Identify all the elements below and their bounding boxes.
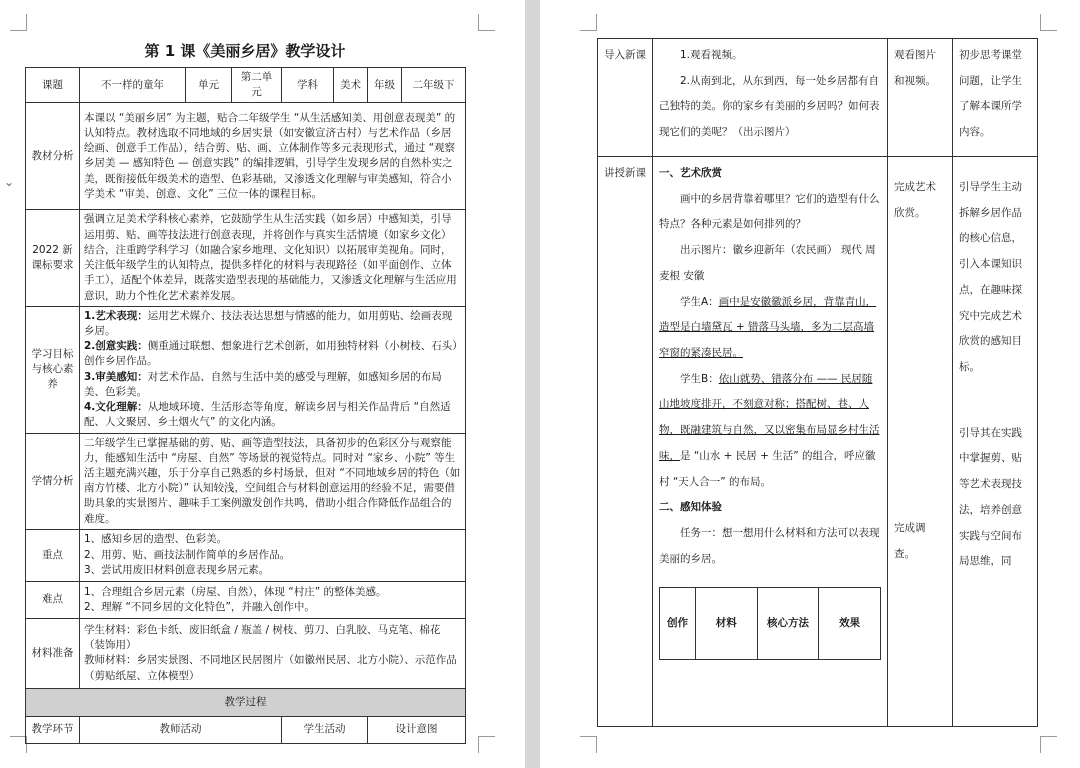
objective-item: 4.文化理解：从地域环境、生活形态等角度，解读乡居与相关作品背后 “自然适配、人文聚居、乡土烟火气” 的文化内涵。: [84, 401, 451, 429]
page-gap: [525, 0, 540, 768]
row-label: 2022 新课标要求: [26, 210, 80, 306]
student-activity: 观看图片和视频。: [888, 39, 953, 157]
design-intent: 初步思考课堂问题，让学生了解本课所学内容。: [953, 39, 1038, 157]
lesson-plan-table: [25, 67, 466, 744]
row-text: 本课以 “美丽乡居” 为主题，贴合二年级学生 “从生活感知美、用创意表现美” 的认知特点。教材选取不同地域的乡居实景（如安徽宣济古村）与艺术作品（乡居绘画、创意手工作品），结合剪、贴、画、立体制作等多元表现形式，通过 “观察乡居美 — 感知特色 — 创意实践” 的编排逻辑，引导学生发现乡居的自然朴实之美，既衔接低年级美术的造型、色彩基础，又渗透文化理解与审美感知，符合小学美术 “审美、创意、文化” 三位一体的课程目标。: [80, 103, 466, 210]
row-label: 重点: [26, 529, 80, 581]
row-label: 材料准备: [26, 618, 80, 688]
table-row: [26, 306, 466, 433]
collapse-chevron-icon[interactable]: ⌄: [3, 175, 15, 189]
col-header: 设计意图: [368, 716, 466, 743]
document-page-2: [540, 0, 1080, 768]
crop-mark: [478, 736, 495, 753]
info-value: 第二单元: [232, 68, 282, 103]
objective-item: 1.艺术表现：运用艺术媒介、技法表达思想与情感的能力，如用剪贴、绘画表现乡居。: [84, 309, 453, 337]
table-row: [26, 210, 466, 306]
task-col-header: 核心方法: [757, 587, 819, 659]
row-lines: 1、感知乡居的造型、色彩美。 2、用剪、贴、画技法制作简单的乡居作品。 3、尝试用废旧材料创意表现乡居元素。: [80, 529, 466, 581]
teacher-activity: 1.观看视频。 2.从南到北，从东到西，每一处乡居都有自己独特的美。你的家乡有美丽的乡居吗？如何表现它们的美呢？（出示图片）: [653, 39, 888, 157]
crop-mark: [10, 14, 27, 31]
row-text: 强调立足美术学科核心素养，它鼓励学生从生活实践（如乡居）中感知美，引导运用剪、贴、画等技法进行创意表现，并将创作与真实生活情境（如家乡文化）结合，注重跨学科学习（如融合家乡地理、文化知识）以拓展审美视角。同时，关注低年级学生的认知特点，提供多样化的材料与表现路径（如平面创作、立体手工），适配个体差异，既落实造型表现的基础能力，又渗透文化理解与生活应用意识，助力个性化艺术素养发展。: [80, 210, 466, 306]
teacher-activity: 一、艺术欣赏 画中的乡居背靠着哪里？它们的造型有什么特点？各种元素是如何排列的？ 出示图片：徽乡迎新年（农民画） 现代 周麦根 安徽 学生A：画中是安徽徽派乡居，背靠青山，造型是白墙黛瓦 + 错落马头墙，多为二层高墙窄窗的紧凑民居。 学生B：依山就势、错落分布 —— 民居随山地坡度排开，不刻意对称；搭配树、巷、人物，既融建筑与自然，又以密集布局显乡村生活味，是 “山水 + 民居 + 生活” 的组合，呼应徽村 “天人合一” 的布局。 二、感知体验 任务一：想一想用什么材料和方法可以表现美丽的乡居。 创作 材料 核心方法 效果: [653, 157, 888, 727]
table-row: [26, 529, 466, 581]
document-page-1: [0, 0, 525, 768]
crop-mark: [1040, 14, 1057, 31]
task-col-header: 效果: [819, 587, 881, 659]
task-col-header: 材料: [695, 587, 757, 659]
info-row: [26, 68, 466, 103]
objective-item: 3.审美感知：对艺术作品、自然与生活中美的感受与理解，如感知乡居的布局美、色彩美。: [84, 370, 442, 398]
col-header: 教学环节: [26, 716, 80, 743]
row-text: 二年级学生已掌握基础的剪、贴、画等造型技法，具备初步的色彩区分与观察能力，能感知生活中 “房屋、自然” 等场景的视觉特点。同时对 “家乡、小院” 等生活主题充满兴趣，乐于分享自己熟悉的乡村场景，但对 “不同地域乡居的特色（如南方竹楼、北方小院）” 认知较浅，空间组合与材料创意运用的经验不足，需要借助具象的实景图片、趣味手工案例激发创作共鸣，借助小组合作降低作品组合的难度。: [80, 433, 466, 529]
col-header: 学生活动: [282, 716, 368, 743]
table-row: [26, 618, 466, 688]
crop-mark: [580, 736, 597, 753]
process-header-row: [26, 688, 466, 716]
table-row: [26, 103, 466, 210]
task-col-header: 创作: [660, 587, 696, 659]
stage-label: 导入新课: [598, 39, 653, 157]
info-key: 单元: [186, 68, 232, 103]
info-key: 课题: [26, 68, 80, 103]
table-row: [26, 581, 466, 618]
col-header: 教师活动: [80, 716, 282, 743]
table-row: [598, 39, 1038, 157]
info-value: 美术: [334, 68, 368, 103]
design-intent: 引导学生主动拆解乡居作品的核心信息，引入本课知识点，在趣味探究中完成艺术欣赏的感知目标。 引导其在实践中掌握剪、贴等艺术表现技法，培养创意实践与空间布局思维，同: [953, 157, 1038, 727]
task-table: [659, 587, 881, 660]
row-label: 学情分析: [26, 433, 80, 529]
process-header: 教学过程: [26, 688, 466, 716]
info-key: 学科: [282, 68, 334, 103]
row-label: 教材分析: [26, 103, 80, 210]
info-value: 二年级下: [402, 68, 466, 103]
objectives-cell: [80, 306, 466, 433]
row-lines: 学生材料：彩色卡纸、废旧纸盒 / 瓶盖 / 树枝、剪刀、白乳胶、马克笔、棉花（装饰用） 教师材料：乡居实景图、不同地区民居图片（如徽州民居、北方小院）、示范作品（剪贴纸屋、立体模型）: [80, 618, 466, 688]
row-label: 学习目标与核心素养: [26, 306, 80, 433]
table-row: [598, 157, 1038, 727]
row-label: 难点: [26, 581, 80, 618]
row-lines: 1、合理组合乡居元素（房屋、自然），体现 “村庄” 的整体美感。 2、理解 “不同乡居的文化特色”，并融入创作中。: [80, 581, 466, 618]
process-table: [597, 38, 1038, 727]
crop-mark: [1040, 736, 1057, 753]
info-key: 年级: [368, 68, 402, 103]
info-value: 不一样的童年: [80, 68, 186, 103]
stage-label: 讲授新课: [598, 157, 653, 727]
page-title: 第 1 课《美丽乡居》教学设计: [144, 42, 346, 60]
process-columns-row: [26, 716, 466, 743]
table-row: [26, 433, 466, 529]
crop-mark: [580, 14, 597, 31]
crop-mark: [478, 14, 495, 31]
objective-item: 2.创意实践：侧重通过联想、想象进行艺术创新，如用独特材料（小树枝、石头）创作乡居作品。: [84, 340, 458, 368]
student-activity: 完成艺术欣赏。 完成调查。: [888, 157, 953, 727]
